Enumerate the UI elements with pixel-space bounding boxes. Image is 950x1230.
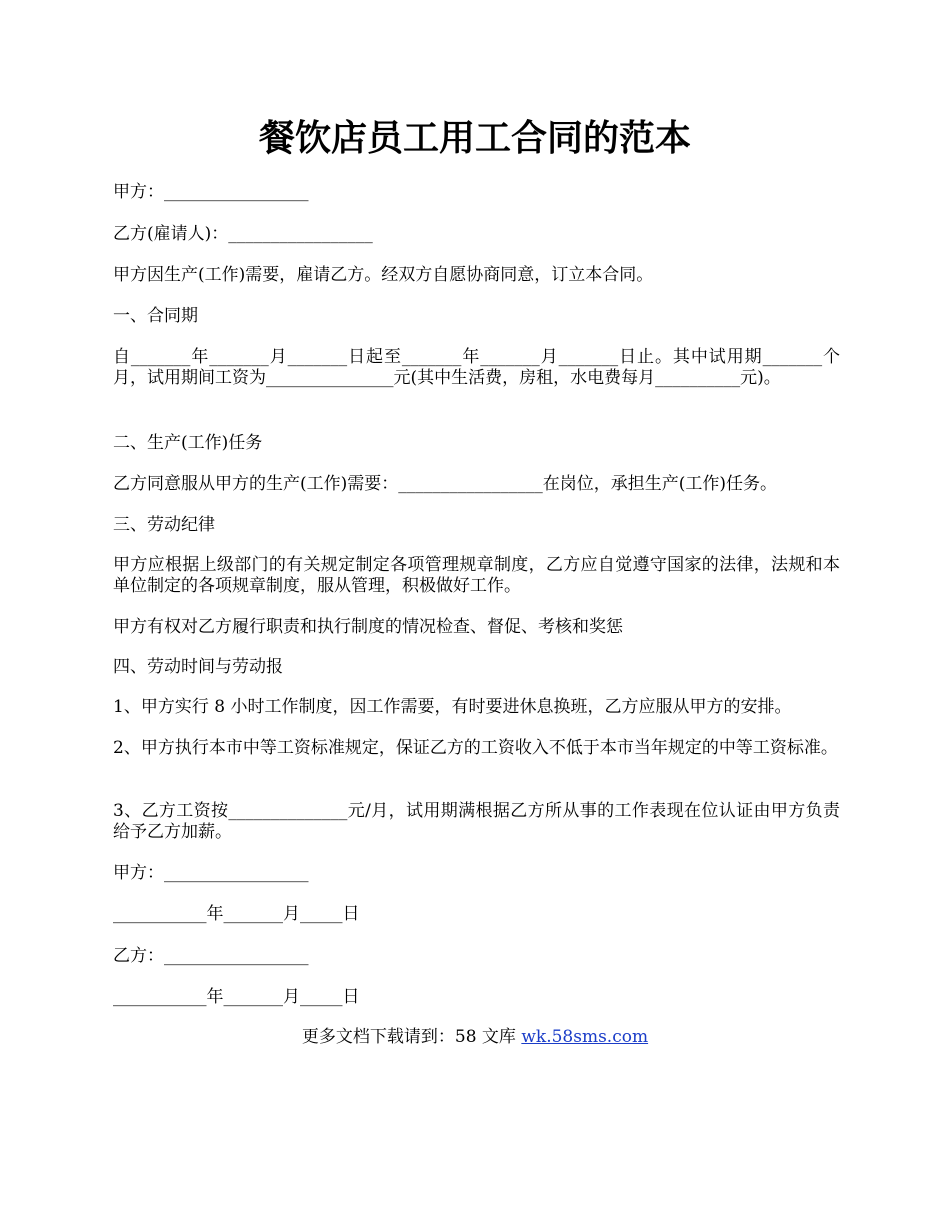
party-b-line: 乙方(雇请人)：_________________ [113, 224, 373, 244]
section-heading-1: 一、合同期 [113, 306, 198, 326]
footer [0, 1027, 950, 1048]
party-a-line: 甲方：_________________ [113, 182, 309, 202]
party-a-date: ___________年_______月_____日 [113, 904, 360, 924]
clause-2: 2、甲方执行本市中等工资标准规定，保证乙方的工资收入不低于本市当年规定的中等工资标准。 [113, 738, 838, 758]
inspection-paragraph: 甲方有权对乙方履行职责和执行制度的情况检查、督促、考核和奖惩 [113, 617, 623, 637]
discipline-paragraph: 甲方应根据上级部门的有关规定制定各项管理规章制度，乙方应自觉遵守国家的法律，法规和本单位制定的各项规章制度，服从管理，积极做好工作。 [113, 555, 840, 596]
party-b-signature: 乙方：_________________ [113, 946, 309, 966]
party-a-signature: 甲方：_________________ [113, 863, 309, 883]
task-paragraph: 乙方同意服从甲方的生产(工作)需要：_________________在岗位，承担生产(工作)任务。 [113, 474, 778, 494]
document-title: 餐饮店员工用工合同的范本 [258, 117, 691, 159]
section-heading-3: 三、劳动纪律 [113, 515, 215, 535]
clause-1: 1、甲方实行 8 小时工作制度，因工作需要，有时要进休息换班，乙方应服从甲方的安排。 [113, 697, 792, 717]
section-heading-2: 二、生产(工作)任务 [113, 433, 263, 453]
contract-period-paragraph: 自_______年_______月_______日起至_______年_______月_______日止。其中试用期_______个月，试用期间工资为_______________元(其中生活费，房租，水电费每月__________元)。 [113, 347, 840, 388]
footer-link[interactable]: wk.58sms.com [521, 1027, 649, 1047]
footer-text: 更多文档下载请到：58 文库 [301, 1027, 522, 1047]
section-heading-4: 四、劳动时间与劳动报 [113, 657, 283, 677]
party-b-date: ___________年_______月_____日 [113, 987, 360, 1007]
intro-paragraph: 甲方因生产(工作)需要，雇请乙方。经双方自愿协商同意，订立本合同。 [113, 265, 654, 285]
clause-3: 3、乙方工资按______________元/月，试用期满根据乙方所从事的工作表现在位认证由甲方负责给予乙方加薪。 [113, 801, 840, 842]
